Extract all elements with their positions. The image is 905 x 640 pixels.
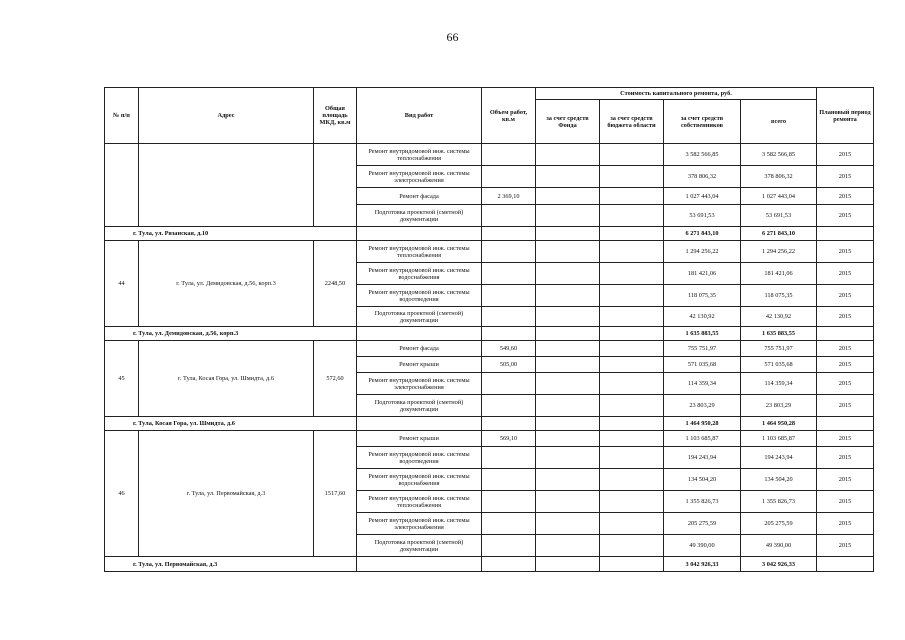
period-cell: 2015 [817,535,874,557]
work-type-cell: Ремонт внутридомовой инж. системы электроснабжения [357,166,482,188]
volume-cell [482,513,536,535]
period-cell: 2015 [817,144,874,166]
volume-cell [482,263,536,285]
fund-cell [536,513,600,535]
fund-cell [536,373,600,395]
period-blank [817,557,874,572]
fund-cell [536,431,600,447]
work-type-cell: Ремонт фасада [357,188,482,205]
header-cost-group: Стоимость капитального ремонта, руб. [536,88,817,100]
total-cell: 3 582 566,85 [741,144,817,166]
fund-cell [536,241,600,263]
fund-blank [536,227,600,241]
budget-cell [600,166,664,188]
owners-cell: 118 075,35 [664,285,741,307]
period-cell: 2015 [817,307,874,327]
budget-cell [600,513,664,535]
table-row [105,341,874,357]
period-cell: 2015 [817,205,874,227]
subtotal-label: г. Тула, ул. Первомайская, д.3 [105,557,357,572]
volume-cell: 569,10 [482,431,536,447]
volume-cell [482,395,536,417]
subtotal-owners: 1 464 950,28 [664,417,741,431]
period-cell: 2015 [817,469,874,491]
row-number: 46 [105,431,139,557]
volume-cell [482,307,536,327]
subtotal-total: 1 464 950,28 [741,417,817,431]
budget-cell [600,188,664,205]
total-cell: 42 130,92 [741,307,817,327]
owners-cell: 49 390,00 [664,535,741,557]
volume-cell [482,491,536,513]
period-cell: 2015 [817,241,874,263]
subtotal-owners: 3 042 926,33 [664,557,741,572]
area-cell: 572,60 [314,341,357,417]
header-owners: за счет средств собственников [664,100,741,144]
row-number: 44 [105,241,139,327]
total-cell: 134 504,20 [741,469,817,491]
owners-cell: 181 421,06 [664,263,741,285]
fund-cell [536,307,600,327]
fund-blank [536,557,600,572]
period-cell: 2015 [817,357,874,373]
owners-cell: 205 275,59 [664,513,741,535]
fund-cell [536,491,600,513]
table-row [105,241,874,263]
header-work: Вид работ [357,88,482,144]
volume-cell [482,166,536,188]
period-cell: 2015 [817,373,874,395]
period-cell: 2015 [817,395,874,417]
fund-cell [536,285,600,307]
work-type-cell: Ремонт крыши [357,357,482,373]
volume-blank [482,557,536,572]
owners-cell: 3 582 566,85 [664,144,741,166]
period-cell: 2015 [817,188,874,205]
subtotal-label: г. Тула, ул. Демидовская, д.56, корп.3 [105,327,357,341]
volume-cell [482,373,536,395]
budget-cell [600,205,664,227]
fund-cell [536,395,600,417]
volume-cell [482,447,536,469]
total-cell: 205 275,59 [741,513,817,535]
budget-cell [600,357,664,373]
budget-cell [600,535,664,557]
period-blank [817,417,874,431]
fund-blank [536,417,600,431]
area-cell: 2248,50 [314,241,357,327]
owners-cell: 378 806,32 [664,166,741,188]
budget-blank [600,227,664,241]
period-cell: 2015 [817,431,874,447]
subtotal-row [105,327,874,341]
total-cell: 378 806,32 [741,166,817,188]
budget-blank [600,557,664,572]
owners-cell: 1 355 826,73 [664,491,741,513]
budget-blank [600,417,664,431]
header-area: Общая площадь МКД, кв.м [314,88,357,144]
total-cell: 1 355 826,73 [741,491,817,513]
total-cell: 23 803,29 [741,395,817,417]
row-number: 45 [105,341,139,417]
work-type-cell: Ремонт фасада [357,341,482,357]
work-blank [357,327,482,341]
fund-cell [536,166,600,188]
budget-cell [600,491,664,513]
address-cell: г. Тула, ул. Демидовская, д.56, корп.3 [139,241,314,327]
table-body [105,144,874,572]
total-cell: 118 075,35 [741,285,817,307]
work-blank [357,227,482,241]
budget-cell [600,373,664,395]
total-cell: 53 691,53 [741,205,817,227]
period-cell: 2015 [817,285,874,307]
volume-cell [482,535,536,557]
subtotal-total: 6 271 843,10 [741,227,817,241]
work-type-cell: Ремонт внутридомовой инж. системы теплоснабжения [357,144,482,166]
fund-cell [536,205,600,227]
volume-cell: 549,60 [482,341,536,357]
work-type-cell: Ремонт внутридомовой инж. системы водоотведения [357,285,482,307]
header-budget: за счет средств бюджета области [600,100,664,144]
header-volume: Объем работ, кв.м [482,88,536,144]
work-type-cell: Ремонт внутридомовой инж. системы электроснабжения [357,513,482,535]
work-type-cell: Ремонт внутридомовой инж. системы теплоснабжения [357,241,482,263]
volume-cell [482,469,536,491]
total-cell: 194 243,94 [741,447,817,469]
period-cell: 2015 [817,513,874,535]
total-cell: 1 294 256,22 [741,241,817,263]
owners-cell: 42 130,92 [664,307,741,327]
budget-cell [600,431,664,447]
total-cell: 571 035,68 [741,357,817,373]
work-type-cell: Подготовка проектной (сметной) документации [357,205,482,227]
subtotal-row [105,557,874,572]
budget-cell [600,144,664,166]
total-cell: 49 390,00 [741,535,817,557]
budget-cell [600,285,664,307]
subtotal-label: г. Тула, Косая Гора, ул. Шмидта, д.6 [105,417,357,431]
area-cell [314,144,357,227]
subtotal-row [105,417,874,431]
period-blank [817,327,874,341]
subtotal-owners: 6 271 843,10 [664,227,741,241]
budget-cell [600,241,664,263]
period-cell: 2015 [817,447,874,469]
owners-cell: 134 504,20 [664,469,741,491]
subtotal-row [105,227,874,241]
subtotal-total: 3 042 926,33 [741,557,817,572]
address-cell: г. Тула, ул. Первомайская, д.3 [139,431,314,557]
volume-blank [482,227,536,241]
work-type-cell: Ремонт внутридомовой инж. системы водоснабжения [357,263,482,285]
budget-cell [600,469,664,491]
total-cell: 114 359,34 [741,373,817,395]
table-row [105,144,874,166]
budget-cell [600,263,664,285]
page-number: 66 [446,30,459,44]
period-cell: 2015 [817,341,874,357]
work-type-cell: Ремонт внутридомовой инж. системы водоснабжения [357,469,482,491]
total-cell: 181 421,06 [741,263,817,285]
owners-cell: 23 803,29 [664,395,741,417]
fund-blank [536,327,600,341]
header-total: всего [741,100,817,144]
header-fund: за счет средств Фонда [536,100,600,144]
budget-cell [600,447,664,469]
fund-cell [536,144,600,166]
row-number [105,144,139,227]
header-address: Адрес [139,88,314,144]
work-type-cell: Ремонт внутридомовой инж. системы теплоснабжения [357,491,482,513]
repair-table [104,87,874,572]
work-type-cell: Ремонт внутридомовой инж. системы электроснабжения [357,373,482,395]
owners-cell: 1 294 256,22 [664,241,741,263]
volume-blank [482,417,536,431]
work-type-cell: Ремонт внутридомовой инж. системы водоотведения [357,447,482,469]
budget-cell [600,307,664,327]
owners-cell: 755 751,97 [664,341,741,357]
header-period: Плановый период ремонта [817,88,874,144]
subtotal-total: 1 635 883,55 [741,327,817,341]
budget-cell [600,341,664,357]
volume-cell: 505,00 [482,357,536,373]
budget-cell [600,395,664,417]
work-blank [357,557,482,572]
work-type-cell: Подготовка проектной (сметной) документации [357,535,482,557]
fund-cell [536,188,600,205]
volume-cell: 2 369,10 [482,188,536,205]
volume-cell [482,144,536,166]
owners-cell: 194 243,94 [664,447,741,469]
address-cell: г. Тула, Косая Гора, ул. Шмидта, д.6 [139,341,314,417]
work-type-cell: Ремонт крыши [357,431,482,447]
owners-cell: 1 103 685,87 [664,431,741,447]
volume-cell [482,285,536,307]
total-cell: 1 027 443,04 [741,188,817,205]
subtotal-label: г. Тула, ул. Рязанская, д.10 [105,227,357,241]
owners-cell: 571 035,68 [664,357,741,373]
fund-cell [536,263,600,285]
fund-cell [536,535,600,557]
volume-cell [482,205,536,227]
volume-blank [482,327,536,341]
period-cell: 2015 [817,263,874,285]
owners-cell: 114 359,34 [664,373,741,395]
table-row [105,431,874,447]
period-blank [817,227,874,241]
owners-cell: 1 027 443,04 [664,188,741,205]
fund-cell [536,469,600,491]
period-cell: 2015 [817,491,874,513]
work-blank [357,417,482,431]
fund-cell [536,341,600,357]
total-cell: 755 751,97 [741,341,817,357]
subtotal-owners: 1 635 883,55 [664,327,741,341]
work-type-cell: Подготовка проектной (сметной) документации [357,307,482,327]
total-cell: 1 103 685,87 [741,431,817,447]
work-type-cell: Подготовка проектной (сметной) документации [357,395,482,417]
owners-cell: 53 691,53 [664,205,741,227]
repair-table-wrapper [104,87,874,572]
fund-cell [536,357,600,373]
area-cell: 1517,60 [314,431,357,557]
period-cell: 2015 [817,166,874,188]
address-cell [139,144,314,227]
volume-cell [482,241,536,263]
fund-cell [536,447,600,469]
header-n: № п/п [105,88,139,144]
budget-blank [600,327,664,341]
